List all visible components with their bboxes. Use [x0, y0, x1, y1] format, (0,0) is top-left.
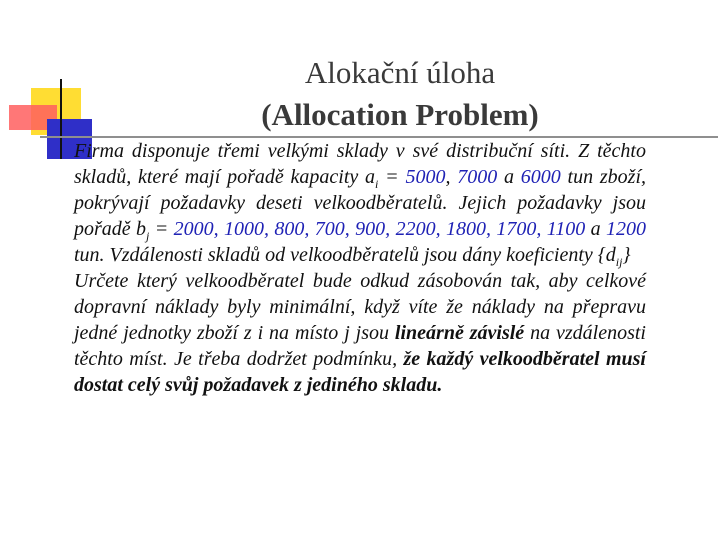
slide-body [74, 138, 646, 398]
text-segment: = [378, 166, 406, 188]
vertical-rule-decoration [60, 79, 62, 159]
text-segment: na vzdálenosti těchto míst. Je třeba dodržet podmínku, [74, 322, 646, 370]
title-line-2: (Allocation Problem) [261, 97, 539, 132]
subscript-i: i [375, 177, 379, 191]
title-line-1: Alokační úloha [304, 55, 496, 90]
text-segment: } [622, 244, 631, 266]
capacity-value-3: 6000 [520, 166, 561, 188]
text-segment: tun. Vzdálenosti skladů od velkoodběratelů jsou dány koeficienty {d [74, 244, 616, 266]
bold-linear-dependence: lineárně závislé [394, 322, 525, 344]
text-segment: Firma disponuje třemi velkými sklady v své distribuční síti. Z těchto skladů, které mají pořadě kapacity a [74, 140, 646, 188]
subscript-j: j [146, 229, 150, 243]
capacity-value-1: 5000 [405, 166, 446, 188]
bold-single-warehouse-condition: že každý velkoodběratel musí dostat celý svůj požadavek z jediného skladu. [74, 348, 646, 396]
demand-value-last: 1200 [606, 218, 646, 240]
text-segment: a [497, 166, 521, 188]
slide-title [130, 52, 670, 136]
subscript-ij: ij [615, 255, 623, 269]
paragraph-problem-statement [74, 138, 646, 268]
capacity-value-2: 7000 [457, 166, 498, 188]
text-segment: = [149, 218, 174, 240]
text-segment: , [445, 166, 458, 188]
paragraph-task [74, 268, 646, 398]
text-segment: tun zboží, pokrývají požadavky deseti velkoodběratelů. Jejich požadavky jsou pořadě b [74, 166, 647, 240]
text-segment: Určete který velkoodběratel bude odkud zásobován tak, aby celkové dopravní náklady byly minimální, když víte že náklady na přepravu jedné jednotky zboží z i na místo j jsou [74, 270, 646, 344]
demand-values: 2000, 1000, 800, 700, 900, 2200, 1800, 1700, 1100 [173, 218, 586, 240]
text-segment: a [585, 218, 606, 240]
